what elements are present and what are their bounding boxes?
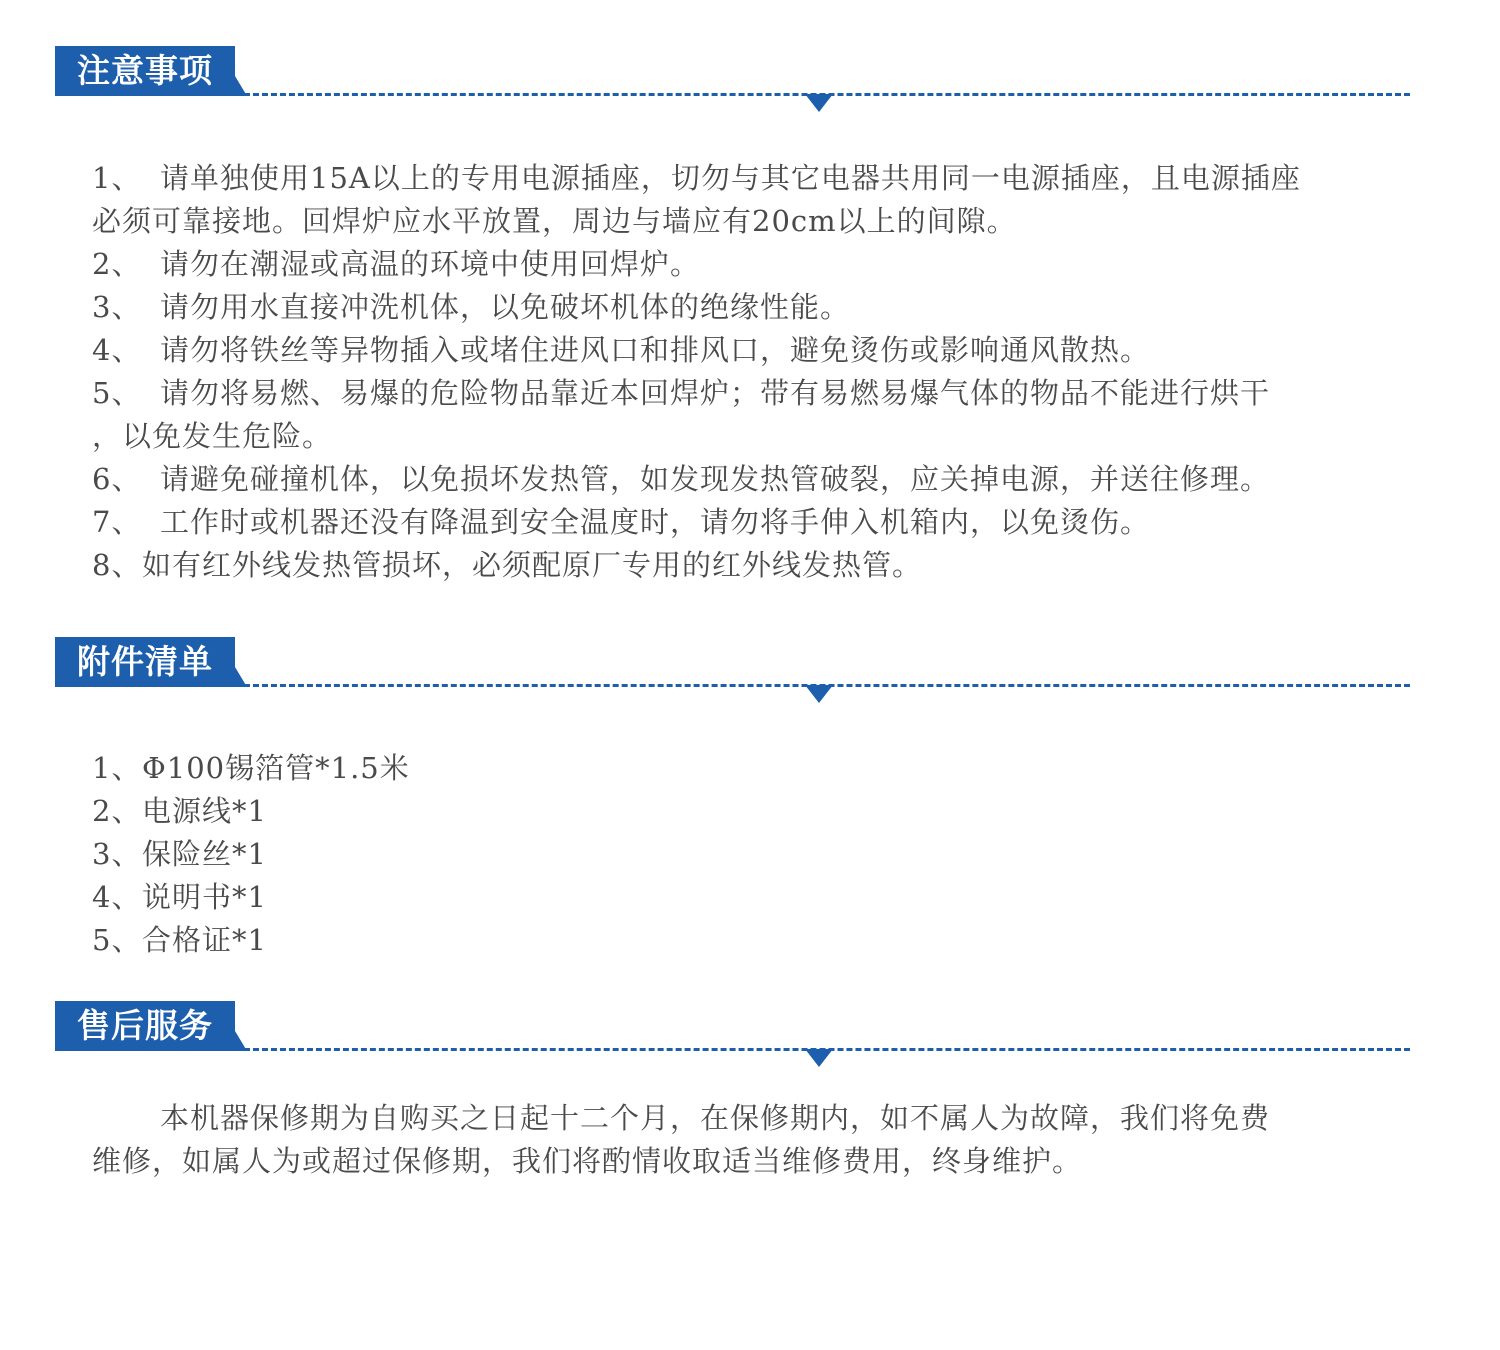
- list-item: [92, 747, 1372, 790]
- list-item: [92, 372, 1372, 415]
- list-item: [92, 833, 1372, 876]
- list-item: [92, 286, 1372, 329]
- item-text: 工作时或机器还没有降温到安全温度时，请勿将手伸入机箱内，以免烫伤。: [160, 505, 1151, 539]
- after-sales-paragraph: [92, 1097, 1372, 1183]
- section-header-accessories: [55, 637, 1410, 697]
- item-text: 请避免碰撞机体，以免损坏发热管，如发现发热管破裂，应关掉电源，并送往修理。: [160, 462, 1271, 496]
- item-number: 1、: [92, 751, 142, 785]
- accessories-list: [92, 747, 1372, 962]
- down-triangle-icon: [805, 685, 833, 703]
- list-item: [92, 790, 1372, 833]
- section-title: 注意事项: [55, 46, 235, 96]
- item-number: 6、: [92, 462, 142, 496]
- precautions-list: [92, 157, 1372, 587]
- list-item: [92, 501, 1372, 544]
- item-number: 4、: [92, 880, 142, 914]
- section-title: 售后服务: [55, 1001, 235, 1051]
- list-item: [92, 243, 1372, 286]
- item-text: 如有红外线发热管损坏，必须配原厂专用的红外线发热管。: [142, 548, 923, 582]
- item-text: Φ100锡箔管*1.5米: [142, 751, 410, 785]
- item-number: 4、: [92, 333, 142, 367]
- item-number: 2、: [92, 794, 142, 828]
- section-header-after-sales: [55, 1001, 1410, 1061]
- item-text: 合格证*1: [142, 923, 267, 957]
- item-number: 1、: [92, 161, 142, 195]
- paragraph-line: 本机器保修期为自购买之日起十二个月，在保修期内，如不属人为故障，我们将免费: [160, 1101, 1271, 1135]
- item-text: 请勿用水直接冲洗机体，以免破坏机体的绝缘性能。: [160, 290, 851, 324]
- item-text: 请勿在潮湿或高温的环境中使用回焊炉。: [160, 247, 701, 281]
- list-item-continuation: 必须可靠接地。回焊炉应水平放置，周边与墙应有20cm以上的间隙。: [92, 204, 1017, 238]
- item-text: 请单独使用15A以上的专用电源插座，切勿与其它电器共用同一电源插座，且电源插座: [160, 161, 1301, 195]
- list-item: [92, 157, 1372, 200]
- item-number: 3、: [92, 290, 142, 324]
- down-triangle-icon: [805, 94, 833, 112]
- item-text: 说明书*1: [142, 880, 267, 914]
- item-text: 请勿将铁丝等异物插入或堵住进风口和排风口，避免烫伤或影响通风散热。: [160, 333, 1151, 367]
- item-text: 电源线*1: [142, 794, 267, 828]
- list-item: [92, 876, 1372, 919]
- list-item: [92, 919, 1372, 962]
- section-header-precautions: [55, 46, 1410, 106]
- item-number: 5、: [92, 923, 142, 957]
- item-number: 7、: [92, 505, 142, 539]
- item-number: 3、: [92, 837, 142, 871]
- item-number: 8、: [92, 548, 142, 582]
- list-item: [92, 458, 1372, 501]
- item-text: 保险丝*1: [142, 837, 267, 871]
- item-number: 2、: [92, 247, 142, 281]
- section-title: 附件清单: [55, 637, 235, 687]
- list-item-continuation: ，以免发生危险。: [92, 419, 333, 453]
- list-item: [92, 544, 1372, 587]
- down-triangle-icon: [805, 1049, 833, 1067]
- item-text: 请勿将易燃、易爆的危险物品靠近本回焊炉；带有易燃易爆气体的物品不能进行烘干: [160, 376, 1271, 410]
- paragraph-line: 维修，如属人为或超过保修期，我们将酌情收取适当维修费用，终身维护。: [92, 1144, 1083, 1178]
- list-item: [92, 329, 1372, 372]
- item-number: 5、: [92, 376, 142, 410]
